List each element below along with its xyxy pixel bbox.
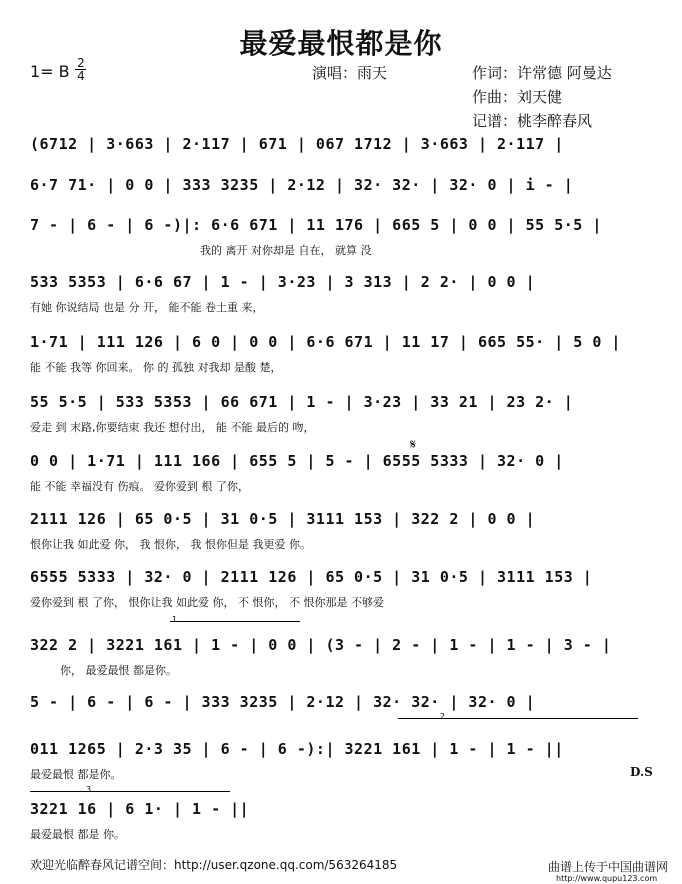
lyrics-row: 爱走 到 末路,你要结束 我还 想付出， 能 不能 最后的 吻， bbox=[30, 421, 315, 434]
notation-row: 1·71 | 111 126 | 6 0 | 0 0 | 6·6 671 | 11 17 | 665 55· | 5 0 | bbox=[30, 333, 621, 351]
volta-label-2: 2 bbox=[440, 712, 446, 721]
ds-marker: D.S bbox=[630, 765, 653, 779]
notation-row: 6·7 71· | 0 0 | 333 3235 | 2·12 | 32· 32· | 32· 0 | i - | bbox=[30, 176, 574, 194]
notation-row: 2111 126 | 65 0·5 | 31 0·5 | 3111 153 | 322 2 | 0 0 | bbox=[30, 510, 536, 528]
time-signature-top: 2 bbox=[77, 56, 85, 70]
lyrics-row: 最爱最恨 都是你。 bbox=[30, 768, 122, 781]
notation-row: 533 5353 | 6·6 67 | 1 - | 3·23 | 3 313 | 2 2· | 0 0 | bbox=[30, 273, 536, 291]
footer-url: http://www.qupu123.com bbox=[556, 874, 658, 883]
key-signature: 1= B bbox=[30, 62, 70, 81]
notation-row: (6712 | 3·663 | 2·117 | 671 | 067 1712 | 3·663 | 2·117 | bbox=[30, 135, 564, 153]
lyrics-row: 最爱最恨 都是 你。 bbox=[30, 828, 125, 841]
volta-bracket-1 bbox=[170, 621, 300, 622]
lyrics-row: 有她 你说结局 也是 分 开， 能不能 卷土重 来， bbox=[30, 301, 264, 314]
notation-row: 011 1265 | 2·3 35 | 6 - | 6 -):| 3221 161 | 1 - | 1 - || bbox=[30, 740, 564, 758]
lyricist-credit: 作词：许常德 阿曼达 bbox=[472, 64, 612, 82]
notation-row: 322 2 | 3221 161 | 1 - | 0 0 | (3 - | 2 - | 1 - | 1 - | 3 - | bbox=[30, 636, 612, 654]
composer-credit: 作曲：刘天健 bbox=[472, 88, 563, 106]
notation-row: 6555 5333 | 32· 0 | 2111 126 | 65 0·5 | 31 0·5 | 3111 153 | bbox=[30, 568, 593, 586]
singer-credit: 演唱：雨天 bbox=[312, 64, 388, 82]
notation-row: 0 0 | 1·71 | 111 166 | 655 5 | 5 - | 6555 5333 | 32· 0 | bbox=[30, 452, 564, 470]
notation-row: 7 - | 6 - | 6 -)|: 6·6 671 | 11 176 | 665 5 | 0 0 | 55 5·5 | bbox=[30, 216, 602, 234]
lyrics-row: 恨你让我 如此爱 你， 我 恨你， 我 恨你但是 我更爱 你。 bbox=[30, 538, 311, 551]
lyrics-row: 你， 最爱最恨 都是你。 bbox=[60, 664, 177, 677]
lyrics-row: 我的 离开 对你却是 自在， 就算 没 bbox=[200, 244, 372, 257]
lyrics-row: 能 不能 我等 你回来。 你 的 孤独 对我却 是酸 楚， bbox=[30, 361, 282, 374]
footer-right-text: 曲谱上传于中国曲谱网 bbox=[548, 860, 669, 874]
lyrics-row: 能 不能 幸福没有 伤痕。 爱你爱到 根 了你， bbox=[30, 480, 249, 493]
volta-bracket-3 bbox=[30, 791, 230, 792]
transcriber-credit: 记谱：桃李醉春风 bbox=[472, 112, 593, 130]
notation-row: 5 - | 6 - | 6 - | 333 3235 | 2·12 | 32· 32· | 32· 0 | bbox=[30, 693, 536, 711]
notation-row: 3221 16 | 6 1· | 1 - || bbox=[30, 800, 250, 818]
volta-label-3: 3 bbox=[86, 785, 92, 794]
volta-bracket-2 bbox=[398, 718, 638, 719]
segno-sign: 𝄋 bbox=[410, 437, 417, 453]
notation-row: 55 5·5 | 533 5353 | 66 671 | 1 - | 3·23 | 33 21 | 23 2· | bbox=[30, 393, 574, 411]
volta-label-1: 1 bbox=[172, 615, 178, 624]
song-title: 最爱最恨都是你 bbox=[239, 27, 443, 60]
lyrics-row: 爱你爱到 根 了你， 恨你让我 如此爱 你， 不 恨你， 不 恨你那是 不够爱 bbox=[30, 596, 384, 609]
time-signature-bottom: 4 bbox=[77, 69, 85, 83]
footer-left-text: 欢迎光临醉春风记谱空间：http://user.qzone.qq.com/563264185 bbox=[30, 858, 398, 872]
